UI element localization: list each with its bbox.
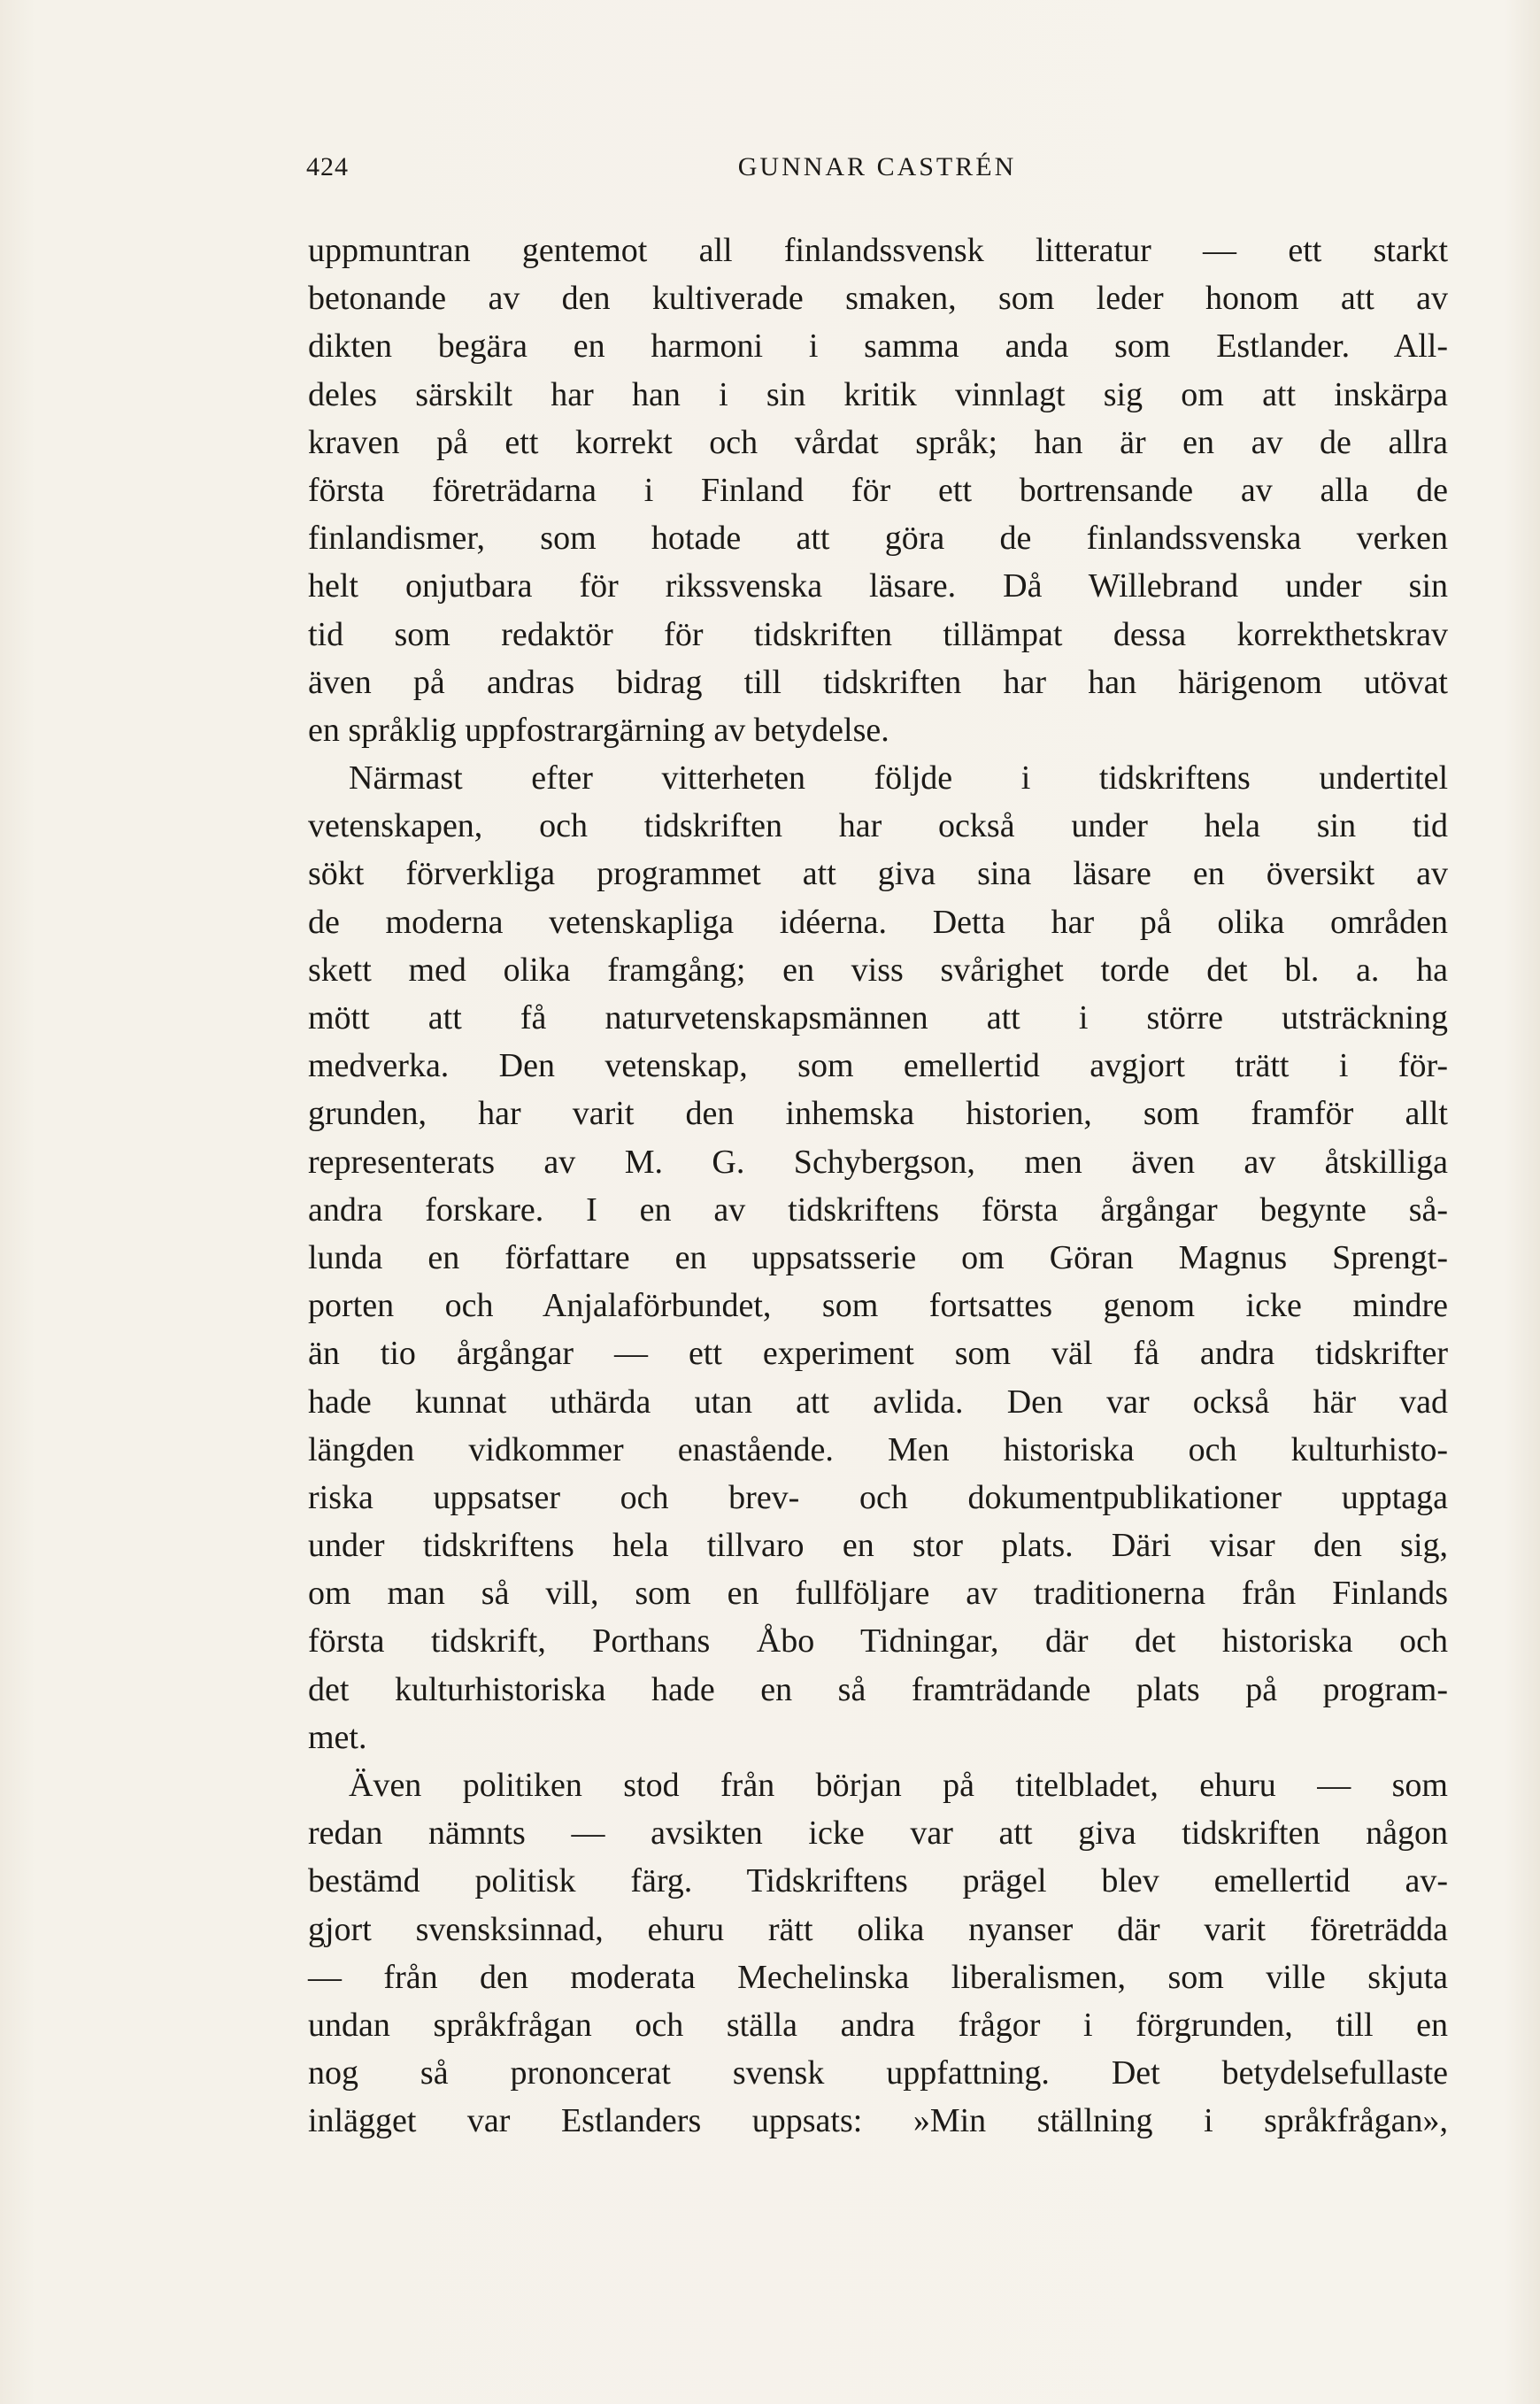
text-line: tid som redaktör för tidskriften tillämpat dessa korrekthetskrav [308, 615, 1448, 653]
body-text [308, 227, 1448, 2146]
page-number: 424 [306, 152, 349, 181]
text-line: andra forskare. I en av tidskriftens första årgångar begynte så- [308, 1190, 1448, 1229]
text-line: det kulturhistoriska hade en så framträdande plats på program- [308, 1670, 1448, 1708]
text-line: inlägget var Estlanders uppsats: »Min ställning i språkfrågan», [308, 2102, 1448, 2140]
text-line: bestämd politisk färg. Tidskriftens prägel blev emellertid av- [308, 1862, 1448, 1900]
text-line: deles särskilt har han i sin kritik vinnlagt sig om att inskärpa [308, 375, 1448, 413]
text-line: grunden, har varit den inhemska historien, som framför allt [308, 1095, 1448, 1133]
text-line: betonande av den kultiverade smaken, som leder honom att av [308, 280, 1448, 318]
text-line: dikten begära en harmoni i samma anda som Estlander. All- [308, 327, 1448, 366]
text-line: vetenskapen, och tidskriften har också under hela sin tid [308, 807, 1448, 845]
text-line: redan nämnts — avsikten icke var att giva tidskriften någon [308, 1815, 1448, 1853]
text-line: lunda en författare en uppsatsserie om Göran Magnus Sprengt- [308, 1238, 1448, 1276]
text-line: sökt förverkliga programmet att giva sina läsare en översikt av [308, 855, 1448, 893]
text-line: helt onjutbara för rikssvenska läsare. Då Willebrand under sin [308, 567, 1448, 605]
text-line: finlandismer, som hotade att göra de finlandssvenska verken [308, 520, 1448, 558]
text-line: de moderna vetenskapliga idéerna. Detta har på olika områden [308, 903, 1448, 941]
text-line: skett med olika framgång; en viss svårighet torde det bl. a. ha [308, 951, 1448, 989]
text-line: under tidskriftens hela tillvaro en stor plats. Däri visar den sig, [308, 1527, 1448, 1565]
page-header [306, 152, 1448, 196]
text-line: — från den moderata Mechelinska liberalismen, som ville skjuta [308, 1958, 1448, 1996]
text-line: en språklig uppfostrargärning av betydelse. [308, 711, 889, 749]
text-line: Även politiken stod från början på titelbladet, ehuru — som [349, 1767, 1448, 1804]
text-line: nog så prononcerat svensk uppfattning. Det betydelsefullaste [308, 2054, 1448, 2092]
text-line: uppmuntran gentemot all finlandssvensk litteratur — ett starkt [308, 232, 1448, 269]
text-line: även på andras bidrag till tidskriften har han härigenom utövat [308, 663, 1448, 701]
text-line: än tio årgångar — ett experiment som väl få andra tidskrifter [308, 1335, 1448, 1373]
text-line: kraven på ett korrekt och vårdat språk; han är en av de allra [308, 423, 1448, 461]
text-line: porten och Anjalaförbundet, som fortsattes genom icke mindre [308, 1287, 1448, 1325]
text-line: Närmast efter vitterheten följde i tidskriftens undertitel [349, 759, 1448, 797]
text-line: medverka. Den vetenskap, som emellertid avgjort trätt i för- [308, 1047, 1448, 1085]
text-line: första tidskrift, Porthans Åbo Tidningar, där det historiska och [308, 1622, 1448, 1660]
text-line: gjort svensksinnad, ehuru rätt olika nyanser där varit företrädda [308, 1910, 1448, 1948]
text-line: met. [308, 1718, 367, 1756]
text-line: första företrädarna i Finland för ett bortrensande av alla de [308, 471, 1448, 509]
text-line: längden vidkommer enastående. Men historiska och kulturhisto- [308, 1430, 1448, 1468]
text-line: representerats av M. G. Schybergson, men även av åtskilliga [308, 1143, 1448, 1181]
text-line: mött att få naturvetenskapsmännen att i större utsträckning [308, 999, 1448, 1036]
text-line: undan språkfrågan och ställa andra frågor i förgrunden, till en [308, 2006, 1448, 2044]
running-head: GUNNAR CASTRÉN [737, 152, 1017, 181]
text-line: om man så vill, som en fullföljare av traditionerna från Finlands [308, 1575, 1448, 1613]
text-line: hade kunnat uthärda utan att avlida. Den var också här vad [308, 1383, 1448, 1421]
text-line: riska uppsatser och brev- och dokumentpublikationer upptaga [308, 1478, 1448, 1516]
